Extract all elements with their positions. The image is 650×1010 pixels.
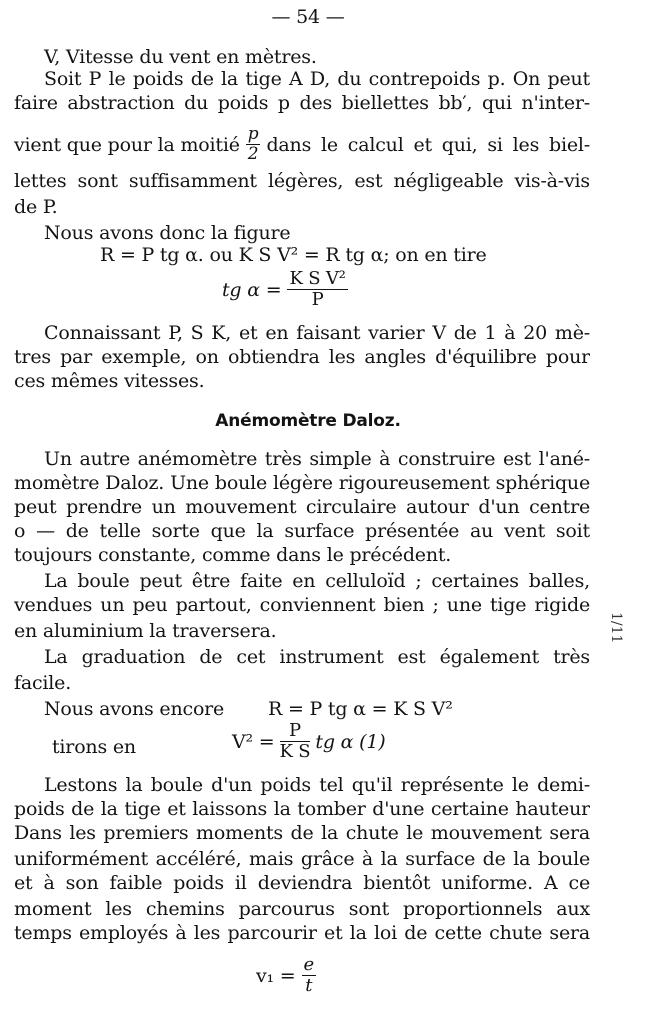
text-line: Connaissant P, S K, et en faisant varier V de 1 à 20 mè-: [44, 322, 590, 344]
text-line: Nous avons donc la figure: [44, 222, 291, 244]
formula-lhs: tg α =: [222, 278, 282, 301]
fraction-denominator: K S: [279, 741, 311, 762]
text-line: V, Vitesse du vent en mètres.: [44, 46, 317, 68]
formula-tg-alpha: [222, 270, 348, 309]
text-line: Nous avons encore: [44, 698, 225, 720]
text-line: vendues un peu partout, conviennent bien ; une tige rigide: [14, 594, 590, 616]
fraction-numerator: e: [303, 954, 314, 975]
text-line: momètre Daloz. Une boule légère rigoureusement sphérique: [14, 472, 590, 494]
text-line: en aluminium la traversera.: [14, 620, 277, 642]
fraction-denominator: P: [311, 289, 324, 310]
text-fragment: vient que pour la moitié: [14, 133, 240, 156]
fraction-denominator: t: [305, 975, 313, 996]
text-line: peut prendre un mouvement circulaire autour d'un centre: [14, 496, 590, 518]
text-line: toujours constante, comme dans le précédent.: [14, 544, 452, 566]
text-fragment: dans le calcul et qui, si les biel-: [266, 133, 590, 156]
formula-line: R = P tg α. ou K S V² = R tg α; on en tire: [100, 244, 487, 266]
margin-note: 1/11: [608, 612, 624, 644]
text-line: Soit P le poids de la tige A D, du contrepoids p. On peut: [44, 68, 590, 90]
formula-lhs: v₁ =: [256, 964, 296, 987]
fraction-denominator: 2: [247, 144, 259, 164]
text-line: faire abstraction du poids p des biellettes bb′, qui n'inter-: [14, 92, 590, 114]
text-line: tres par exemple, on obtiendra les angles d'équilibre pour: [14, 346, 590, 368]
fraction-ksv2-over-p: [287, 270, 347, 309]
text-line: lettes sont suffisamment légères, est négligeable vis-à-vis: [14, 170, 590, 192]
section-heading: Anémomètre Daloz.: [215, 411, 401, 431]
text-line: uniformément accéléré, mais grâce à la surface de la boule: [14, 848, 590, 870]
text-line: Un autre anémomètre très simple à construire est l'ané-: [44, 448, 590, 470]
fraction-e-over-t: [302, 956, 316, 995]
text-line: La graduation de cet instrument est également très: [44, 646, 590, 668]
text-line: temps employés à les parcourir et la loi de cette chute sera: [14, 922, 590, 944]
text-line: Dans les premiers moments de la chute le mouvement sera: [14, 822, 590, 844]
formula-line: R = P tg α = K S V²: [268, 698, 453, 720]
fraction-numerator: p: [247, 124, 259, 144]
page-number: — 54 —: [271, 6, 345, 28]
text-line: et à son faible poids il deviendra bientôt uniforme. A ce: [14, 872, 590, 894]
text-line: La boule peut être faite en celluloïd ; certaines balles,: [44, 570, 590, 592]
formula-v2: [232, 722, 385, 761]
fraction-numerator: K S V²: [289, 268, 346, 289]
fraction-p-over-ks: [280, 722, 311, 761]
formula-v1: [256, 956, 316, 995]
formula-rhs: tg α (1): [315, 730, 386, 753]
fraction-p-half: [246, 126, 261, 163]
text-line-with-fraction: [14, 126, 590, 163]
text-line: moment les chemins parcourus sont proportionnels aux: [14, 898, 590, 920]
formula-lhs: V² =: [232, 730, 275, 753]
text-line: o — de telle sorte que la surface présentée au vent soit: [14, 520, 590, 542]
text-line: ces mêmes vitesses.: [14, 370, 205, 392]
text-line: Lestons la boule d'un poids tel qu'il représente le demi-: [44, 774, 590, 796]
fraction-numerator: P: [280, 722, 311, 742]
text-line: tirons en: [52, 736, 136, 758]
text-line: de P.: [14, 196, 58, 218]
text-line: poids de la tige et laissons la tomber d'une certaine hauteur: [14, 798, 590, 820]
text-line: facile.: [14, 672, 72, 694]
